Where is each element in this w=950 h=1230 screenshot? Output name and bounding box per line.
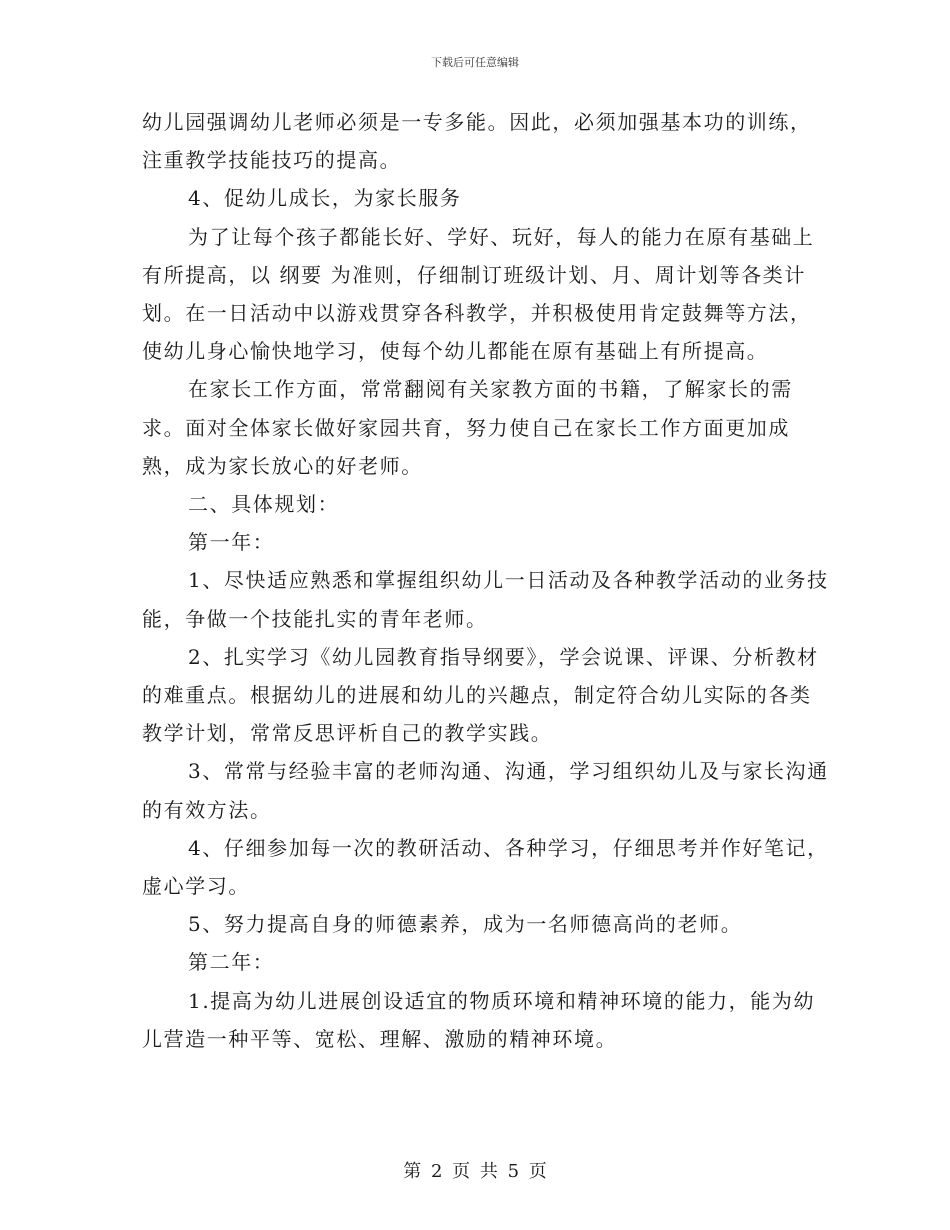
list-item: 5、努力提高自身的师德素养，成为一名师德高尚的老师。 — [188, 912, 743, 937]
section-heading: 二、具体规划： — [188, 492, 340, 517]
list-item: 1.提高为幼儿进展创设适宜的物质环境和精神环境的能力，能为幼儿营造一种平等、宽松、理解、激励的精神环境。 — [142, 988, 816, 1051]
page-header: 下载后可任意编辑 — [431, 56, 519, 69]
paragraph: 为了让每个孩子都能长好、学好、玩好，每人的能力在原有基础上有所提高，以 纲要 为准则，仔细制订班级计划、月、周计划等各类计划。在一日活动中以游戏贯穿各科教学，并积极使用肯定鼓舞等方法，使幼儿身心愉快地学习，使每个幼儿都能在原有基础上有所提高。 — [142, 224, 815, 364]
list-item: 4、仔细参加每一次的教研活动、各种学习，仔细思考并作好笔记，虚心学习。 — [142, 835, 829, 899]
page-footer: 第 2 页 共 5 页 — [403, 1161, 547, 1182]
paragraph: 幼儿园强调幼儿老师必须是一专多能。因此，必须加强基本功的训练，注重教学技能技巧的提高。 — [142, 110, 812, 173]
subsection-heading: 第一年： — [188, 530, 275, 555]
list-item: 3、常常与经验丰富的老师沟通、沟通，学习组织幼儿及与家长沟通的有效方法。 — [142, 759, 829, 822]
paragraph: 在家长工作方面，常常翻阅有关家教方面的书籍，了解家长的需求。面对全体家长做好家园共育，努力使自己在家长工作方面更加成熟，成为家长放心的好老师。 — [142, 377, 793, 478]
subsection-heading: 第二年： — [188, 950, 275, 975]
document-body — [142, 103, 832, 1058]
list-item: 2、扎实学习《幼儿园教育指导纲要》，学会说课、评课、分析教材的难重点。根据幼儿的进展和幼儿的兴趣点，制定符合幼儿实际的各类教学计划，常常反思评析自己的教学实践。 — [142, 644, 819, 746]
paragraph: 4、促幼儿成长，为家长服务 — [188, 186, 462, 211]
list-item: 1、尽快适应熟悉和掌握组织幼儿一日活动及各种教学活动的业务技能，争做一个技能扎实的青年老师。 — [142, 568, 829, 631]
